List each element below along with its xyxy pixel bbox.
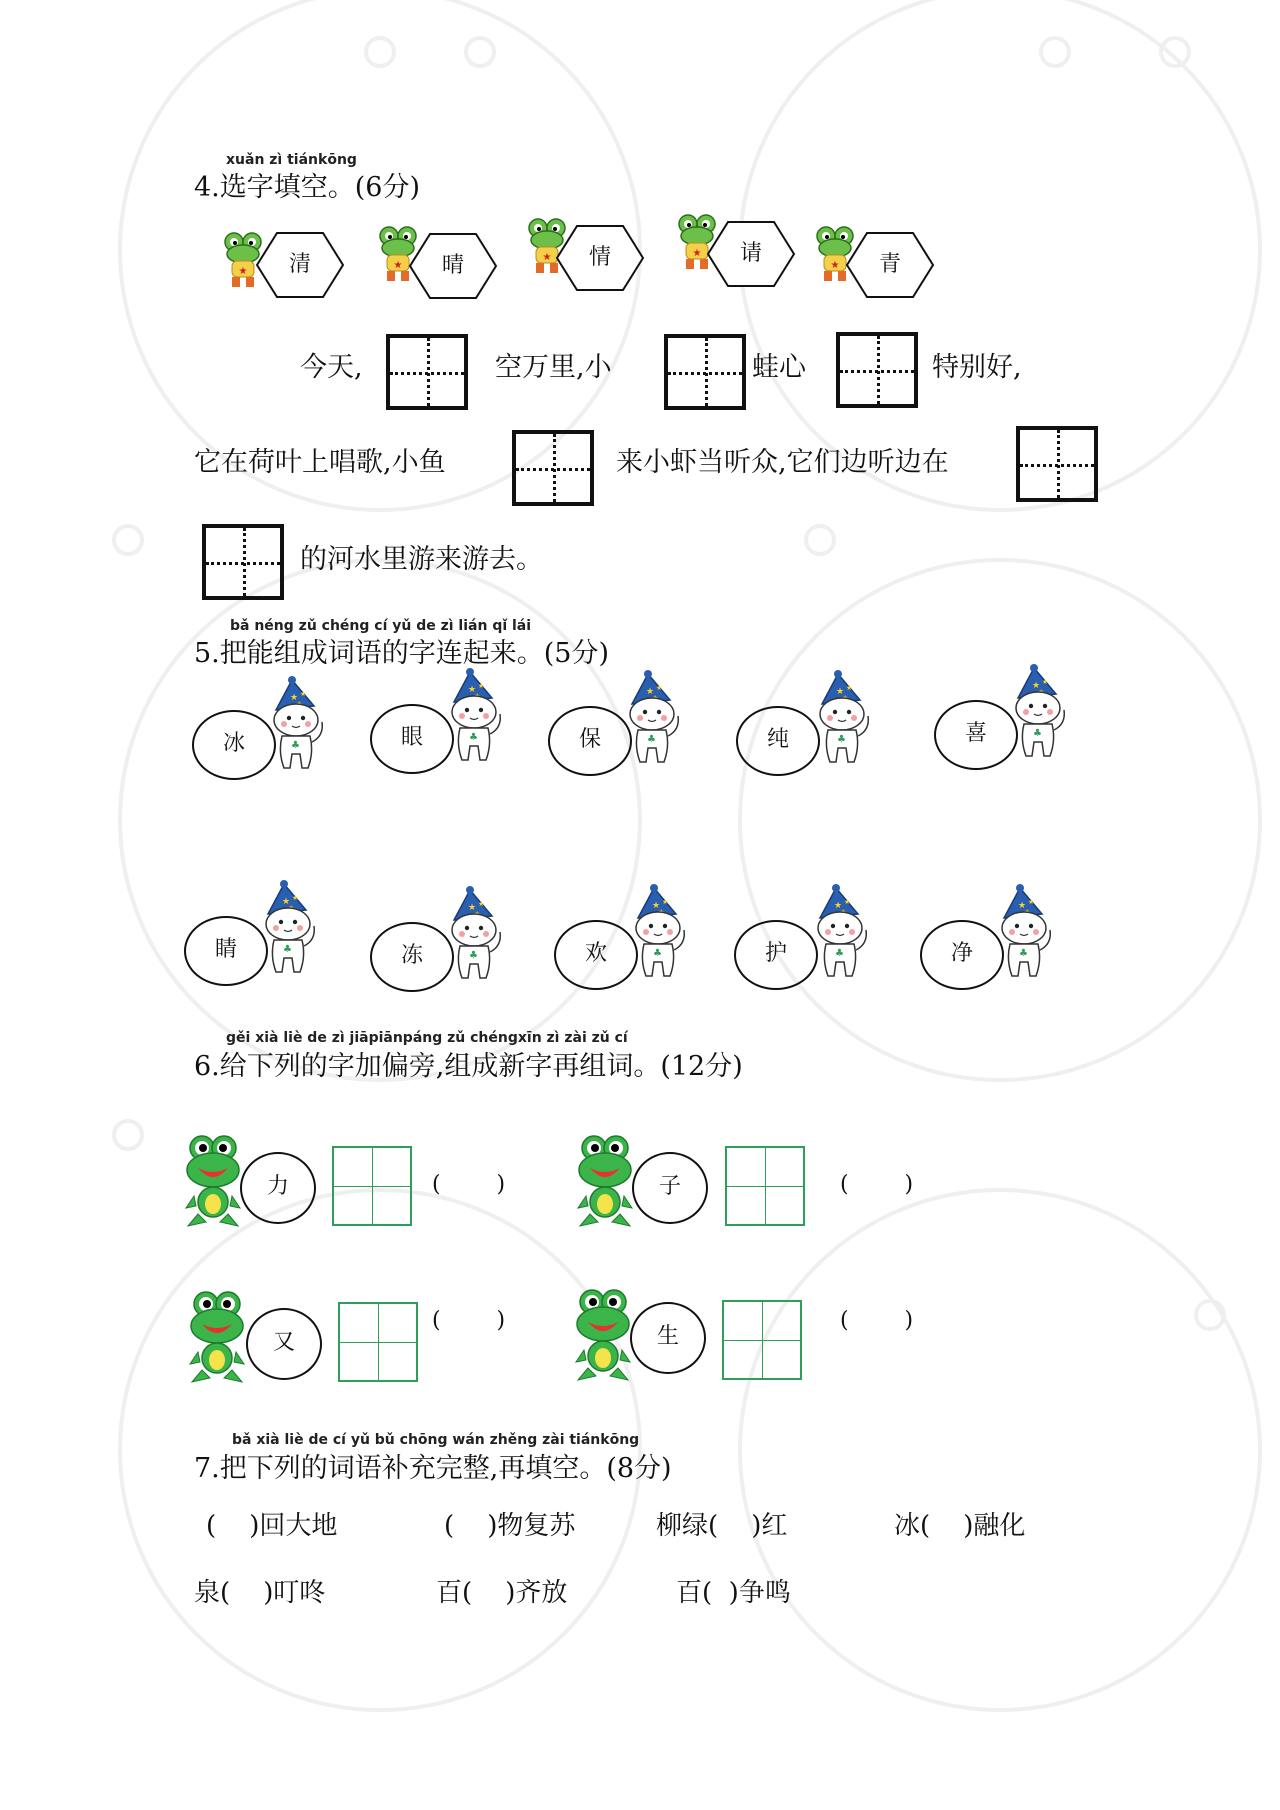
option-char: 清 [288,252,311,277]
q5-char-bottom[interactable]: 欢 [554,920,638,990]
q5-char-top[interactable]: 眼 [370,704,454,774]
q5-title: 5.把能组成词语的字连起来。(5分) [194,638,610,669]
q6-char: 力 [240,1152,316,1224]
cat-wizard-icon [1004,664,1074,760]
q4-pinyin: xuǎn zì tiánkōng [226,152,357,168]
writing-grid-box[interactable] [1016,426,1098,502]
frog-big-icon [184,1134,244,1230]
svg-text:★: ★ [830,260,840,271]
q5-char-top[interactable]: 喜 [934,700,1018,770]
q5-char-top[interactable]: 冰 [192,710,276,780]
cat-wizard-icon [254,880,324,976]
green-writing-grid[interactable] [725,1146,805,1226]
option-char: 情 [588,245,611,270]
frog-big-icon [188,1290,248,1386]
q7-fill-item[interactable]: 柳绿( )红 [656,1511,788,1541]
q6-title: 6.给下列的字加偏旁,组成新字再组词。(12分) [194,1051,743,1082]
hexagon-option [408,232,498,300]
green-writing-grid[interactable] [722,1300,802,1380]
q7-fill-item[interactable]: ( )回大地 [206,1511,338,1541]
q7-fill-item[interactable]: 百( )齐放 [436,1578,568,1608]
green-writing-grid[interactable] [338,1302,418,1382]
hexagon-option [555,224,645,292]
svg-text:★: ★ [393,260,403,271]
cat-wizard-icon [808,670,878,766]
option-char: 请 [739,241,762,266]
q7-fill-item[interactable]: 百( )争鸣 [676,1578,791,1608]
option-char: 青 [878,252,901,277]
writing-grid-box[interactable] [386,334,468,410]
q5-pinyin: bǎ néng zǔ chéng cí yǔ de zì lián qǐ lái [230,618,532,634]
cat-wizard-icon [618,670,688,766]
q5-char-bottom[interactable]: 冻 [370,922,454,992]
frog-big-icon [574,1288,634,1384]
q4-line1-text: 今天, [300,352,363,383]
hexagon-option [845,231,935,299]
q6-char: 又 [246,1308,322,1380]
svg-text:★: ★ [542,252,552,263]
cat-wizard-icon [440,886,510,982]
answer-parentheses[interactable]: ( ) [840,1308,914,1333]
cat-wizard-icon [262,676,332,772]
q7-title: 7.把下列的词语补充完整,再填空。(8分) [194,1453,672,1484]
answer-parentheses[interactable]: ( ) [840,1172,914,1197]
answer-parentheses[interactable]: ( ) [432,1308,506,1333]
writing-grid-box[interactable] [836,332,918,408]
hexagon-option [706,220,796,288]
cat-wizard-icon [990,884,1060,980]
q7-fill-item[interactable]: 泉( )叮咚 [194,1578,326,1608]
answer-parentheses[interactable]: ( ) [432,1172,506,1197]
hexagon-option [255,231,345,299]
cat-wizard-icon [624,884,694,980]
cat-wizard-icon [440,668,510,764]
q5-char-top[interactable]: 保 [548,706,632,776]
q6-char: 子 [632,1152,708,1224]
q7-fill-item[interactable]: ( )物复苏 [444,1511,576,1541]
svg-text:★: ★ [238,266,248,277]
svg-text:★: ★ [692,248,702,259]
q7-pinyin: bǎ xià liè de cí yǔ bǔ chōng wán zhěng zài tiánkōng [232,1432,640,1448]
frog-big-icon [576,1134,636,1230]
q4-line3-text: 的河水里游来游去。 [300,544,543,575]
green-writing-grid[interactable] [332,1146,412,1226]
q4-line1-text: 蛙心 [752,352,806,383]
writing-grid-box[interactable] [664,334,746,410]
q4-line1-text: 空万里,小 [495,352,612,383]
q7-fill-item[interactable]: 冰( )融化 [894,1511,1026,1541]
q5-char-bottom[interactable]: 睛 [184,916,268,986]
option-char: 晴 [441,253,464,278]
cat-wizard-icon [806,884,876,980]
q4-line1-text: 特别好, [932,352,1022,383]
q6-char: 生 [630,1302,706,1374]
writing-grid-box[interactable] [512,430,594,506]
writing-grid-box[interactable] [202,524,284,600]
q5-char-bottom[interactable]: 净 [920,920,1004,990]
q6-pinyin: gěi xià liè de zì jiāpiānpáng zǔ chéngxīn zì zài zǔ cí [226,1030,628,1046]
q4-title: 4.选字填空。(6分) [194,172,421,203]
q5-char-bottom[interactable]: 护 [734,920,818,990]
q4-line2-text: 它在荷叶上唱歌,小鱼 [194,447,446,478]
q5-char-top[interactable]: 纯 [736,706,820,776]
q4-line2-text: 来小虾当听众,它们边听边在 [616,447,949,478]
